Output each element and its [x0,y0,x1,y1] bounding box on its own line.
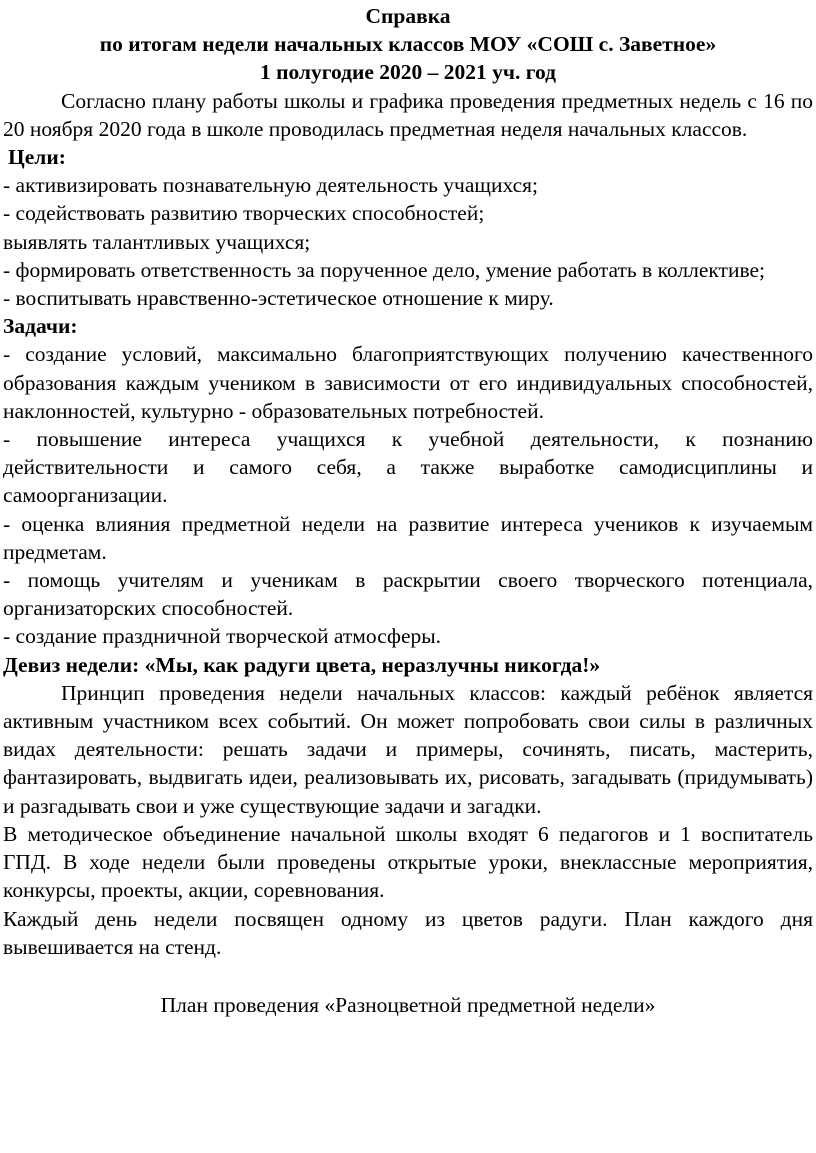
document-period: 1 полугодие 2020 – 2021 уч. год [259,60,557,85]
staff-paragraph: В методическое объединение начальной школы входят 6 педагогов и 1 воспитатель ГПД. В ходе недели были проведены открытые уроки, внеклассные мероприятия, конкурсы, проекты, акции, соревнования. [3,821,813,903]
task-item-4: - помощь учителям и ученикам в раскрытии своего творческого потенциала, организаторских способностей. [3,568,813,621]
task-item-1: - создание условий, максимально благоприятствующих получению качественного образования каждым учеником в зависимости от его индивидуальных способностей, наклонностей, культурно - образовательных потребностей. [3,342,813,423]
task-item-5: - создание праздничной творческой атмосферы. [3,624,442,649]
goals-heading: Цели: [8,145,66,170]
document-subtitle: по итогам недели начальных классов МОУ «СОШ с. Заветное» [99,32,717,57]
document-title: Справка [365,4,451,28]
goal-item-2: - содействовать развитию творческих способностей; [3,201,485,226]
daily-paragraph: Каждый день недели посвящен одному из цветов радуги. План каждого дня вывешивается на стенд. [3,906,813,959]
goal-item-4: - формировать ответственность за порученное дело, умение работать в коллективе; [3,257,766,282]
task-item-2: - повышение интереса учащихся к учебной деятельности, к познанию действительности и самого себя, а также выработке самодисциплины и самоорганизации. [3,427,813,508]
goal-item-1: - активизировать познавательную деятельность учащихся; [3,173,539,198]
intro-paragraph: Согласно плану работы школы и графика проведения предметных недель с 16 по 20 ноября 2020 года в школе проводилась предметная неделя начальных классов. [3,88,813,141]
tasks-heading: Задачи: [3,314,78,339]
motto: Девиз недели: «Мы, как радуги цвета, неразлучны никогда!» [3,652,601,677]
plan-title: План проведения «Разноцветной предметной недели» [160,992,656,1017]
principle-paragraph: Принцип проведения недели начальных классов: каждый ребёнок является активным участником всех событий. Он может попробовать свои силы в различных видах деятельности: решать задачи и примеры, сочинять, писать, мастерить, фантазировать, выдвигать идеи, реализовывать их, рисовать, загадывать (придумывать) и разгадывать свои и уже существующие задачи и загадки. [3,680,813,818]
goal-item-3: выявлять талантливых учащихся; [3,229,311,254]
goal-item-5: - воспитывать нравственно-эстетическое отношение к миру. [3,286,554,311]
task-item-3: - оценка влияния предметной недели на развитие интереса учеников к изучаемым предметам. [3,511,813,564]
